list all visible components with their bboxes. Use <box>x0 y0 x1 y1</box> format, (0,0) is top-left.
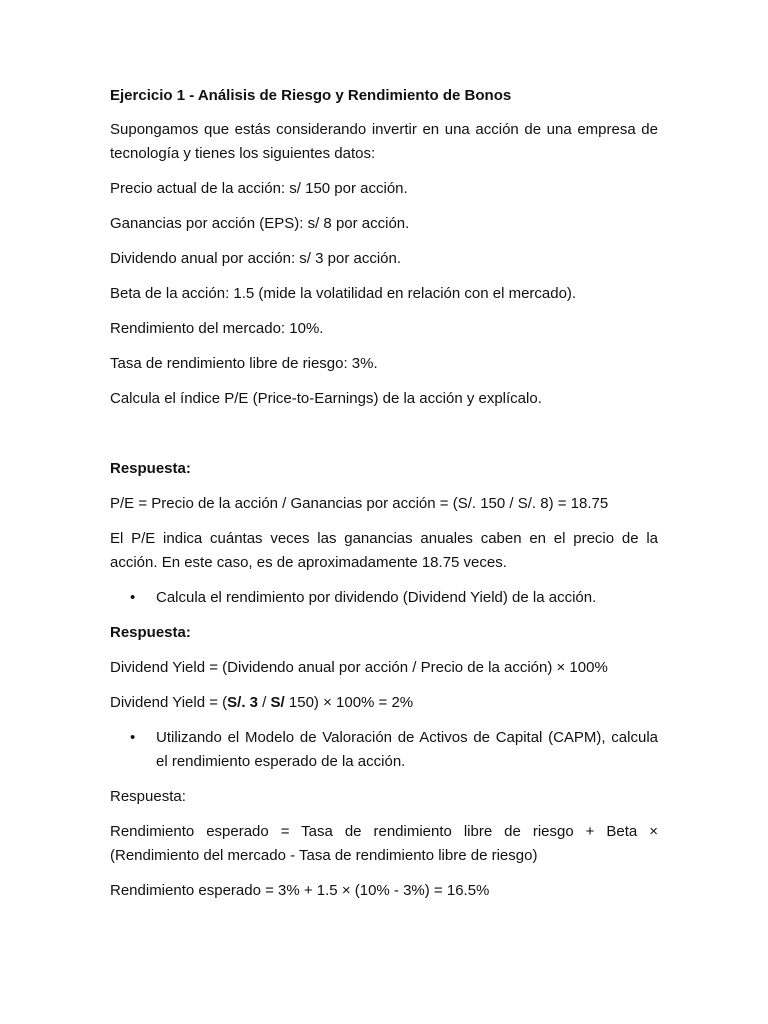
intro-paragraph: Supongamos que estás considerando invertir en una acción de una empresa de tecnología y tienes los siguientes datos: <box>110 121 658 162</box>
pe-explanation: El P/E indica cuántas veces las ganancias anuales caben en el precio de la acción. En este caso, es de aproximadamente 18.75 veces. <box>110 530 658 571</box>
vertical-spacer <box>110 422 658 457</box>
exercise-title: Ejercicio 1 - Análisis de Riesgo y Rendimiento de Bonos <box>110 87 512 104</box>
bullet-glyph: • <box>130 589 136 606</box>
calc-prefix: Dividend Yield = ( <box>110 694 228 711</box>
data-item-risk-free-rate: Tasa de rendimiento libre de riesgo: 3%. <box>110 355 378 372</box>
bullet-text: Calcula el rendimiento por dividendo (Dividend Yield) de la acción. <box>156 589 597 606</box>
data-item-beta: Beta de la acción: 1.5 (mide la volatilidad en relación con el mercado). <box>110 285 577 302</box>
calc-suffix: 150) × 100% = 2% <box>284 694 414 711</box>
calc-dividend: S/. 3 <box>227 694 259 711</box>
answer-heading-plain: Respuesta: <box>110 788 186 805</box>
capm-calculation: Rendimiento esperado = 3% + 1.5 × (10% - 3%) = 16.5% <box>110 882 490 899</box>
data-item-dividend: Dividendo anual por acción: s/ 3 por acción. <box>110 250 402 267</box>
data-item-market-return: Rendimiento del mercado: 10%. <box>110 320 324 337</box>
question-pe: Calcula el índice P/E (Price-to-Earnings) de la acción y explícalo. <box>110 390 542 407</box>
bullet-capm-question <box>110 726 658 774</box>
dividend-yield-calculation <box>110 691 658 715</box>
answer-heading: Respuesta: <box>110 460 191 477</box>
dividend-yield-formula: Dividend Yield = (Dividendo anual por acción / Precio de la acción) × 100% <box>110 659 608 676</box>
bullet-dividend-yield-question <box>110 586 658 610</box>
bullet-glyph: • <box>130 729 136 746</box>
data-item-price: Precio actual de la acción: s/ 150 por acción. <box>110 180 408 197</box>
pe-formula: P/E = Precio de la acción / Ganancias por acción = (S/. 150 / S/. 8) = 18.75 <box>110 495 609 512</box>
answer-heading: Respuesta: <box>110 624 191 641</box>
calc-separator: / <box>258 694 271 711</box>
data-item-eps: Ganancias por acción (EPS): s/ 8 por acción. <box>110 215 410 232</box>
calc-currency: S/ <box>270 694 285 711</box>
bullet-text: Utilizando el Modelo de Valoración de Activos de Capital (CAPM), calcula el rendimiento esperado de la acción. <box>156 729 658 770</box>
capm-formula: Rendimiento esperado = Tasa de rendimiento libre de riesgo + Beta × (Rendimiento del mercado - Tasa de rendimiento libre de riesgo) <box>110 823 658 864</box>
